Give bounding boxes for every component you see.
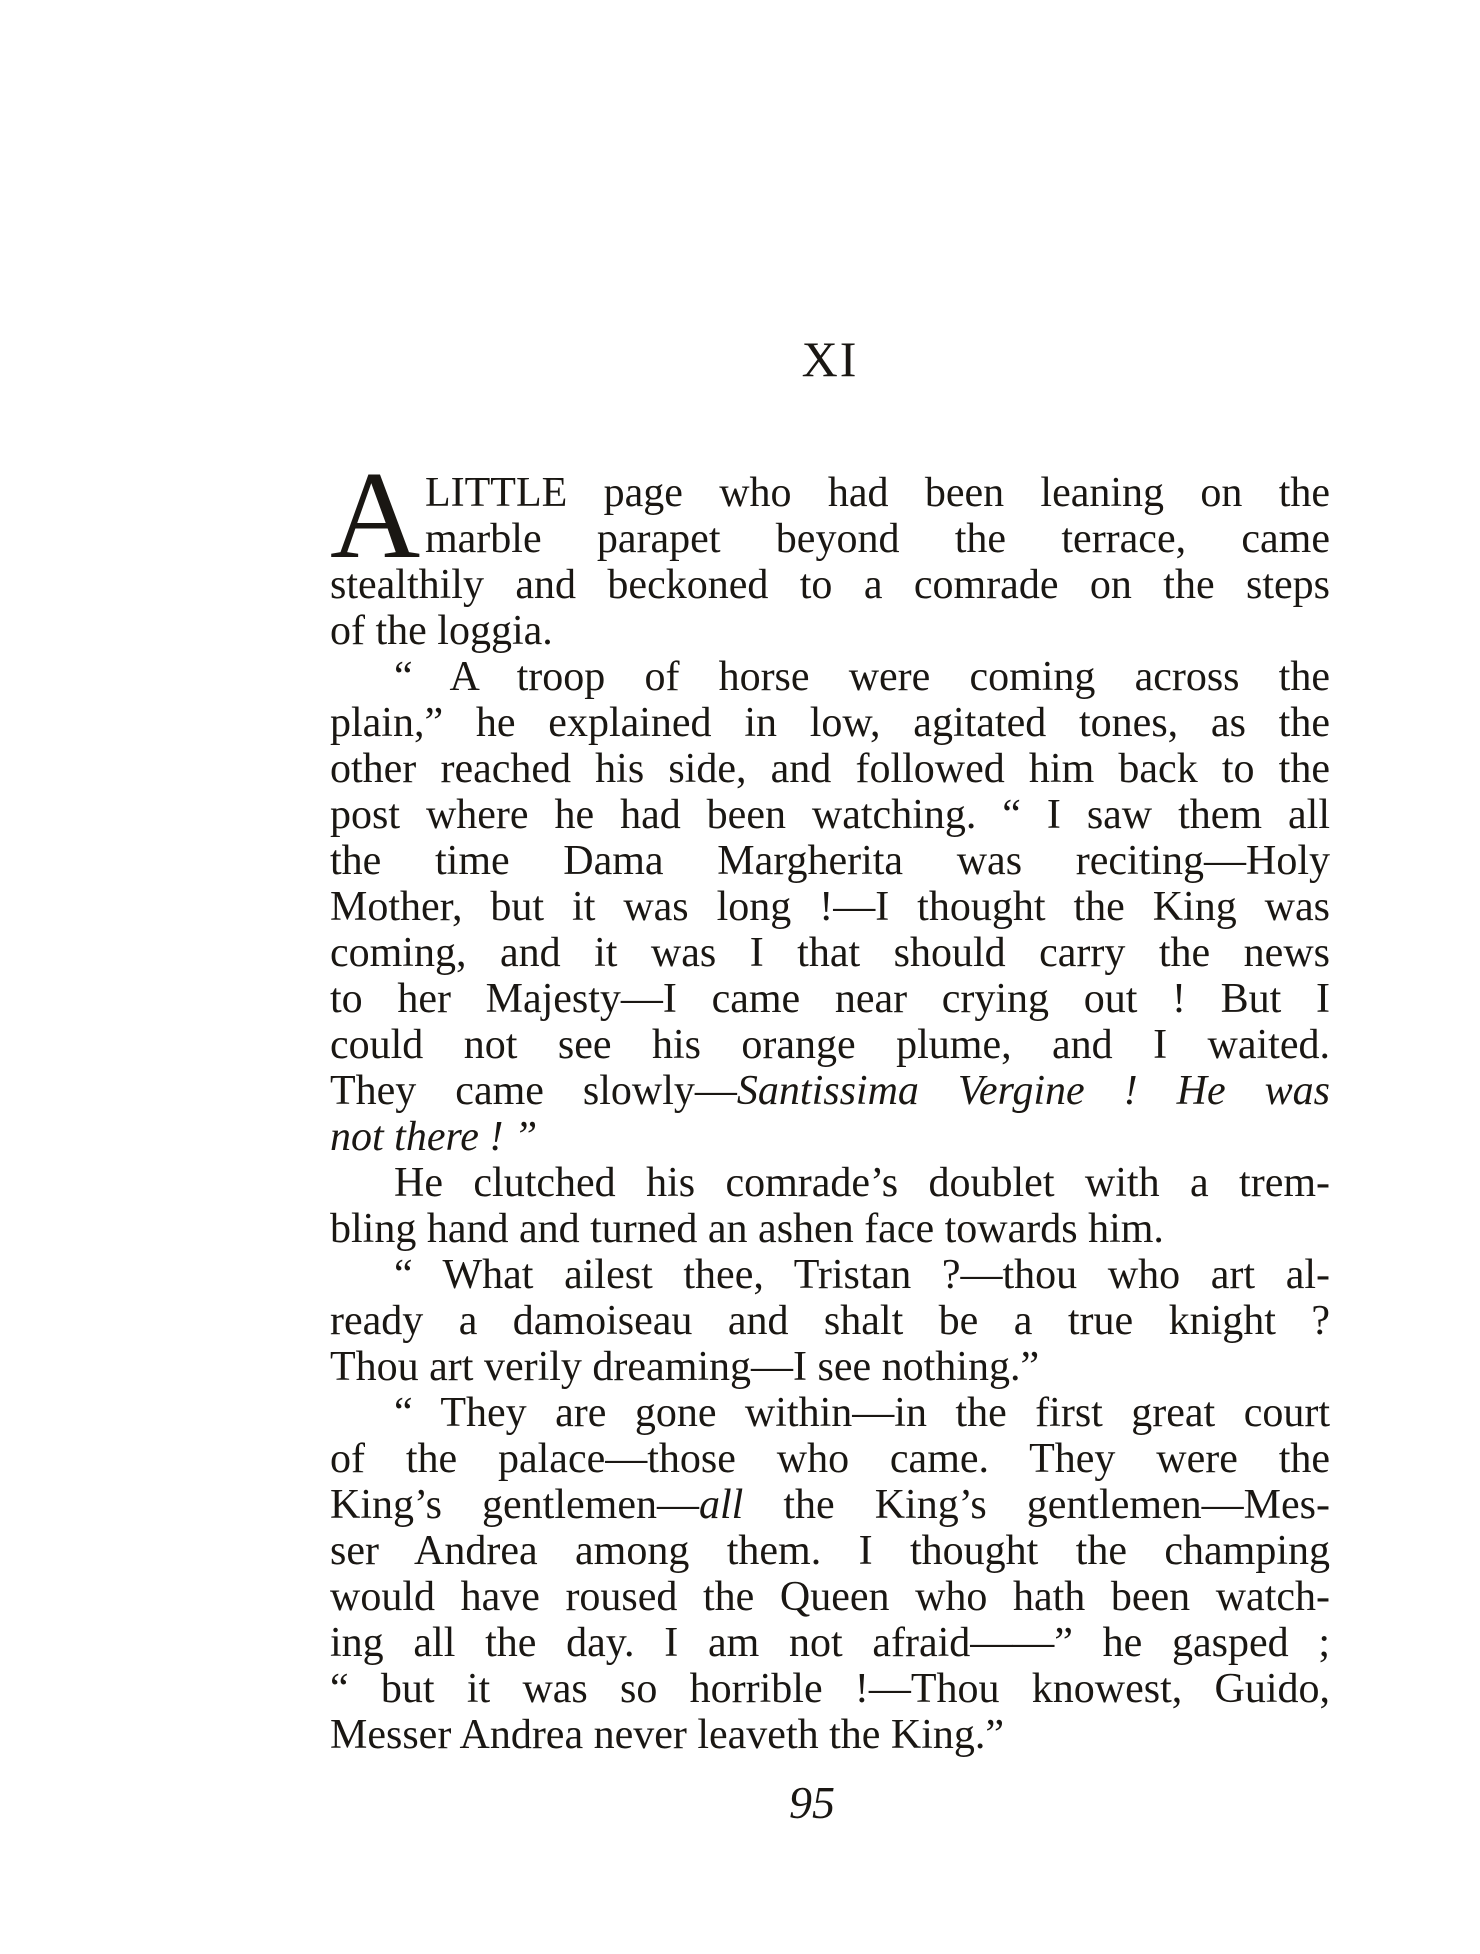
text-line [330, 516, 1330, 562]
page-number: 95 [789, 1777, 835, 1828]
text-segment: ser Andrea among them. I thought the champing [330, 1528, 1330, 1574]
text-segment: He clutched his comrade’s doublet with a trem- [394, 1160, 1330, 1206]
text-segment: King’s gentlemen— [330, 1482, 699, 1528]
text-segment: ing all the day. I am not afraid——” he gasped ; [330, 1620, 1330, 1666]
text-line [330, 562, 1330, 608]
text-segment: LITTLE page who had been leaning on the [425, 470, 1330, 516]
text-segment: bling hand and turned an ashen face towards him. [330, 1206, 1164, 1252]
text-line [330, 1436, 1330, 1482]
text-segment: would have roused the Queen who hath been watch- [330, 1574, 1330, 1620]
text-line [330, 746, 1330, 792]
text-segment: “ A troop of horse were coming across the [394, 654, 1330, 700]
text-line [330, 1620, 1330, 1666]
text-line [330, 470, 1330, 516]
text-segment: the time Dama Margherita was reciting—Holy [330, 838, 1330, 884]
text-line [330, 1574, 1330, 1620]
paragraph [330, 1390, 1330, 1758]
paragraph [330, 1160, 1330, 1252]
text-segment: the King’s gentlemen—Mes- [743, 1482, 1330, 1528]
text-segment: other reached his side, and followed him back to the [330, 746, 1330, 792]
text-line [330, 1390, 1330, 1436]
drop-cap: A [330, 447, 421, 585]
text-segment: stealthily and beckoned to a comrade on the steps [330, 562, 1330, 608]
text-line [330, 930, 1330, 976]
text-line [330, 838, 1330, 884]
text-segment: ready a damoiseau and shalt be a true knight ? [330, 1298, 1330, 1344]
text-line [330, 1528, 1330, 1574]
text-line [330, 1344, 1330, 1390]
paragraph [330, 447, 1330, 654]
text-line [330, 884, 1330, 930]
text-line [330, 1206, 1330, 1252]
text-block [330, 447, 1330, 1758]
text-line [330, 1160, 1330, 1206]
text-line [330, 1298, 1330, 1344]
text-segment: to her Majesty—I came near crying out ! But I [330, 976, 1330, 1022]
text-segment: marble parapet beyond the terrace, came [425, 516, 1330, 562]
text-line [330, 1068, 1330, 1114]
text-line [330, 700, 1330, 746]
text-line [330, 1666, 1330, 1712]
text-line [330, 1022, 1330, 1068]
text-line [330, 654, 1330, 700]
chapter-heading: XI [801, 331, 859, 387]
text-line [330, 1252, 1330, 1298]
text-segment: “ but it was so horrible !—Thou knowest, Guido, [330, 1666, 1330, 1712]
text-segment: They came slowly— [330, 1068, 737, 1114]
text-line [330, 1114, 1330, 1160]
text-segment: post where he had been watching. “ I saw them all [330, 792, 1330, 838]
text-segment: “ They are gone within—in the first great court [394, 1390, 1330, 1436]
text-line [330, 1482, 1330, 1528]
italic-text-segment: Santissima Vergine ! He was [736, 1068, 1330, 1114]
text-segment: of the loggia. [330, 608, 553, 654]
text-segment: could not see his orange plume, and I waited. [330, 1022, 1330, 1068]
text-segment: plain,” he explained in low, agitated tones, as the [330, 700, 1330, 746]
text-line [330, 608, 1330, 654]
text-segment: Mother, but it was long !—I thought the King was [330, 884, 1330, 930]
paragraph [330, 1252, 1330, 1390]
italic-text-segment: all [698, 1482, 744, 1528]
text-segment: Thou art verily dreaming—I see nothing.” [330, 1344, 1040, 1390]
text-segment: Messer Andrea never leaveth the King.” [330, 1712, 1005, 1758]
text-segment: coming, and it was I that should carry the news [330, 930, 1330, 976]
text-line [330, 1712, 1330, 1758]
text-line [330, 976, 1330, 1022]
text-line [330, 792, 1330, 838]
text-segment: of the palace—those who came. They were the [330, 1436, 1330, 1482]
text-segment: “ What ailest thee, Tristan ?—thou who art al- [394, 1252, 1330, 1298]
paragraph [330, 654, 1330, 1160]
italic-text-segment: not there ! ” [330, 1114, 538, 1160]
